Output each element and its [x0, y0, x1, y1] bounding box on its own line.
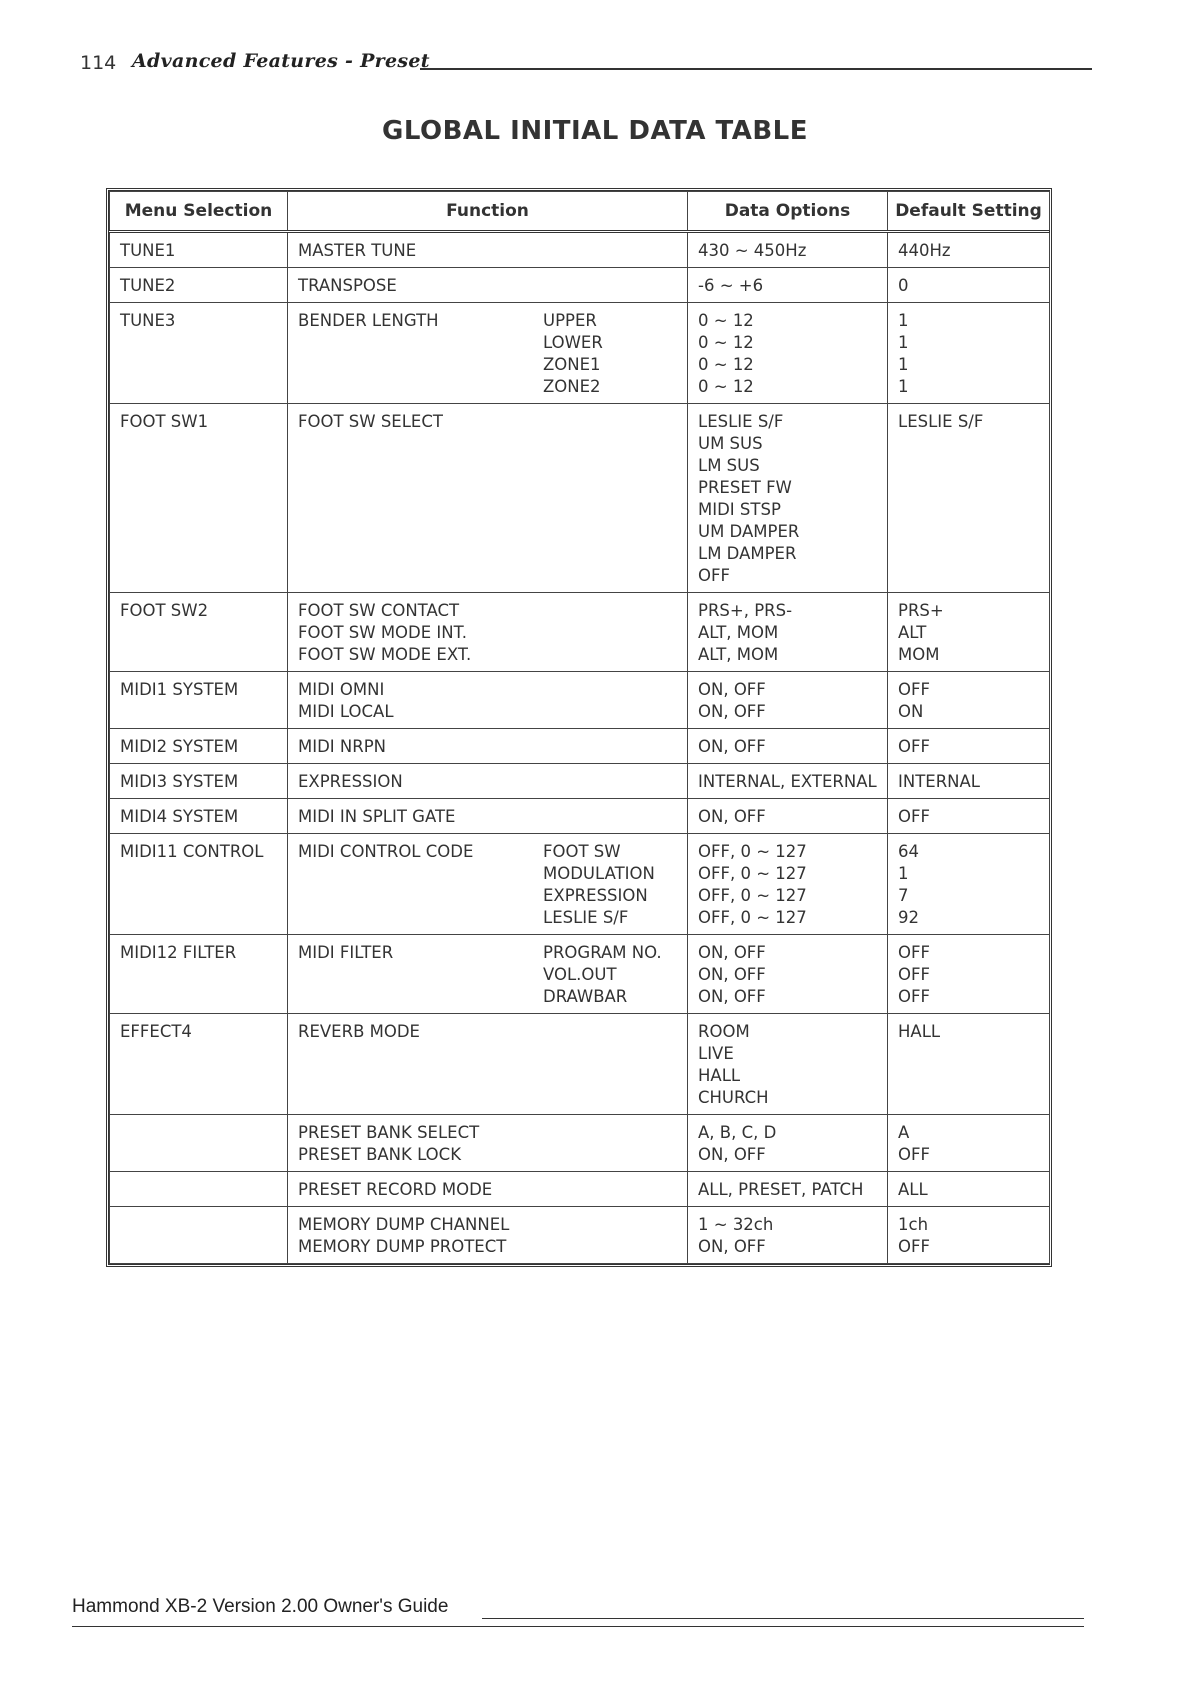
table-row [110, 1172, 1050, 1207]
function-cell [288, 593, 688, 672]
function-sub-text: DRAWBAR [543, 987, 628, 1006]
function-text: MIDI LOCAL [298, 702, 394, 721]
function-cell [288, 834, 688, 935]
function-text: FOOT SW MODE INT. [298, 623, 467, 642]
menu-selection-cell [110, 593, 288, 672]
menu-selection-cell [110, 232, 288, 268]
data-options-cell [688, 232, 888, 268]
menu-selection-text: MIDI2 SYSTEM [120, 737, 239, 756]
menu-selection-cell [110, 404, 288, 593]
table-header-row [110, 192, 1050, 232]
data-table [109, 191, 1050, 1264]
data-options-cell [688, 1207, 888, 1264]
function-text: MIDI IN SPLIT GATE [298, 807, 456, 826]
default-setting-cell [888, 1172, 1050, 1207]
function-cell [288, 1115, 688, 1172]
data-options-cell [688, 764, 888, 799]
default-setting-cell [888, 268, 1050, 303]
data-option-text: LM SUS [698, 456, 760, 475]
function-cell [288, 404, 688, 593]
data-option-text: OFF [698, 566, 730, 585]
footer-rule-bottom [72, 1626, 1084, 1627]
function-cell [288, 799, 688, 834]
table-row [110, 672, 1050, 729]
function-text: MIDI OMNI [298, 680, 385, 699]
default-setting-cell [888, 303, 1050, 404]
data-option-text: ON, OFF [698, 702, 766, 721]
default-setting-text: PRS+ [898, 601, 944, 620]
default-setting-cell [888, 404, 1050, 593]
column-header-data-options: Data Options [688, 192, 888, 232]
function-sub-text: LOWER [543, 333, 603, 352]
menu-selection-cell [110, 729, 288, 764]
menu-selection-text: FOOT SW2 [120, 601, 209, 620]
data-options-cell [688, 303, 888, 404]
default-setting-cell [888, 935, 1050, 1014]
data-option-text: HALL [698, 1066, 741, 1085]
table-row [110, 935, 1050, 1014]
function-sub-text: FOOT SW [543, 842, 621, 861]
data-option-text: PRS+, PRS- [698, 601, 793, 620]
default-setting-text: 440Hz [898, 241, 951, 260]
table-row [110, 404, 1050, 593]
data-option-text: 0 ~ 12 [698, 333, 754, 352]
function-sub-text: PROGRAM NO. [543, 943, 662, 962]
data-option-text: LESLIE S/F [698, 412, 784, 431]
data-options-cell [688, 1115, 888, 1172]
global-initial-data-table [106, 188, 1052, 1267]
default-setting-cell [888, 1014, 1050, 1115]
function-text: MIDI CONTROL CODE [298, 842, 474, 861]
function-cell [288, 1207, 688, 1264]
data-option-text: LM DAMPER [698, 544, 797, 563]
data-option-text: UM DAMPER [698, 522, 800, 541]
data-option-text: INTERNAL, EXTERNAL [698, 772, 877, 791]
menu-selection-text: MIDI11 CONTROL [120, 842, 264, 861]
menu-selection-cell [110, 834, 288, 935]
function-text: MASTER TUNE [298, 241, 417, 260]
table-row [110, 268, 1050, 303]
table-row [110, 1014, 1050, 1115]
page-header [80, 50, 1090, 76]
function-text: FOOT SW SELECT [298, 412, 443, 431]
data-option-text: 0 ~ 12 [698, 355, 754, 374]
default-setting-text: ALL [898, 1180, 928, 1199]
function-cell [288, 1014, 688, 1115]
data-option-text: A, B, C, D [698, 1123, 777, 1142]
function-text: FOOT SW CONTACT [298, 601, 460, 620]
data-option-text: ON, OFF [698, 1145, 766, 1164]
data-options-cell [688, 1172, 888, 1207]
document-title: GLOBAL INITIAL DATA TABLE [382, 116, 808, 146]
menu-selection-cell [110, 764, 288, 799]
data-option-text: ROOM [698, 1022, 750, 1041]
menu-selection-text: FOOT SW1 [120, 412, 209, 431]
data-option-text: CHURCH [698, 1088, 769, 1107]
function-text: PRESET BANK SELECT [298, 1123, 480, 1142]
function-text: TRANSPOSE [298, 276, 397, 295]
data-option-text: 0 ~ 12 [698, 311, 754, 330]
table-row [110, 1207, 1050, 1264]
default-setting-cell [888, 672, 1050, 729]
default-setting-text: 64 [898, 842, 919, 861]
data-option-text: LIVE [698, 1044, 734, 1063]
default-setting-text: ALT [898, 623, 927, 642]
data-option-text: MIDI STSP [698, 500, 781, 519]
menu-selection-cell [110, 1115, 288, 1172]
function-cell [288, 303, 688, 404]
menu-selection-cell [110, 268, 288, 303]
function-cell [288, 232, 688, 268]
function-sub-text: LESLIE S/F [543, 908, 629, 927]
menu-selection-cell [110, 1207, 288, 1264]
menu-selection-text: MIDI4 SYSTEM [120, 807, 239, 826]
menu-selection-cell [110, 672, 288, 729]
default-setting-text: 1 [898, 333, 909, 352]
table-row [110, 232, 1050, 268]
data-option-text: PRESET FW [698, 478, 792, 497]
data-options-cell [688, 799, 888, 834]
menu-selection-cell [110, 799, 288, 834]
default-setting-text: OFF [898, 737, 930, 756]
table-row [110, 764, 1050, 799]
default-setting-text: 1 [898, 864, 909, 883]
function-text: MIDI NRPN [298, 737, 387, 756]
menu-selection-text: TUNE1 [120, 241, 176, 260]
column-header-function: Function [288, 192, 688, 232]
default-setting-text: 0 [898, 276, 909, 295]
data-option-text: ON, OFF [698, 987, 766, 1006]
function-text: PRESET RECORD MODE [298, 1180, 493, 1199]
data-option-text: UM SUS [698, 434, 763, 453]
function-sub-text: VOL.OUT [543, 965, 617, 984]
default-setting-text: HALL [898, 1022, 941, 1041]
function-sub-text: ZONE1 [543, 355, 601, 374]
default-setting-text: LESLIE S/F [898, 412, 984, 431]
default-setting-cell [888, 834, 1050, 935]
function-cell [288, 729, 688, 764]
data-option-text: ON, OFF [698, 943, 766, 962]
default-setting-text: OFF [898, 965, 930, 984]
default-setting-text: OFF [898, 680, 930, 699]
default-setting-text: 1 [898, 377, 909, 396]
default-setting-cell [888, 593, 1050, 672]
data-option-text: ON, OFF [698, 680, 766, 699]
menu-selection-text: MIDI1 SYSTEM [120, 680, 239, 699]
default-setting-text: 1 [898, 355, 909, 374]
data-options-cell [688, 593, 888, 672]
data-options-cell [688, 729, 888, 764]
function-sub-text: MODULATION [543, 864, 655, 883]
default-setting-cell [888, 764, 1050, 799]
data-options-cell [688, 935, 888, 1014]
footer-rule [482, 1618, 1084, 1619]
default-setting-cell [888, 232, 1050, 268]
function-cell [288, 268, 688, 303]
data-option-text: ALT, MOM [698, 623, 779, 642]
data-option-text: -6 ~ +6 [698, 276, 764, 295]
data-option-text: ON, OFF [698, 807, 766, 826]
default-setting-text: INTERNAL [898, 772, 981, 791]
menu-selection-cell [110, 1014, 288, 1115]
function-text: REVERB MODE [298, 1022, 420, 1041]
data-option-text: ON, OFF [698, 1237, 766, 1256]
menu-selection-text: EFFECT4 [120, 1022, 192, 1041]
default-setting-text: 92 [898, 908, 919, 927]
default-setting-cell [888, 799, 1050, 834]
data-options-cell [688, 404, 888, 593]
table-row [110, 593, 1050, 672]
data-options-cell [688, 1014, 888, 1115]
function-text: BENDER LENGTH [298, 311, 439, 330]
function-sub-text: EXPRESSION [543, 886, 648, 905]
data-option-text: ON, OFF [698, 737, 766, 756]
data-option-text: OFF, 0 ~ 127 [698, 842, 807, 861]
table-row [110, 303, 1050, 404]
default-setting-text: OFF [898, 1237, 930, 1256]
page-number: 114 [80, 52, 117, 74]
page-footer [72, 1596, 1082, 1626]
default-setting-text: OFF [898, 1145, 930, 1164]
data-option-text: OFF, 0 ~ 127 [698, 864, 807, 883]
default-setting-text: A [898, 1123, 910, 1142]
default-setting-text: MOM [898, 645, 940, 664]
table-row [110, 834, 1050, 935]
function-cell [288, 672, 688, 729]
data-option-text: 1 ~ 32ch [698, 1215, 774, 1234]
default-setting-cell [888, 1115, 1050, 1172]
function-text: MIDI FILTER [298, 943, 394, 962]
section-title: Advanced Features - Preset [132, 50, 430, 72]
menu-selection-text: MIDI3 SYSTEM [120, 772, 239, 791]
data-option-text: OFF, 0 ~ 127 [698, 908, 807, 927]
function-text: PRESET BANK LOCK [298, 1145, 462, 1164]
table-row [110, 729, 1050, 764]
default-setting-text: OFF [898, 987, 930, 1006]
column-header-menu-selection: Menu Selection [110, 192, 288, 232]
menu-selection-cell [110, 1172, 288, 1207]
function-cell [288, 1172, 688, 1207]
function-sub-text: ZONE2 [543, 377, 601, 396]
function-text: FOOT SW MODE EXT. [298, 645, 472, 664]
default-setting-text: OFF [898, 807, 930, 826]
function-text: MEMORY DUMP PROTECT [298, 1237, 507, 1256]
data-option-text: 430 ~ 450Hz [698, 241, 807, 260]
default-setting-text: ON [898, 702, 924, 721]
function-text: EXPRESSION [298, 772, 403, 791]
menu-selection-cell [110, 935, 288, 1014]
menu-selection-text: TUNE3 [120, 311, 176, 330]
column-header-default-setting: Default Setting [888, 192, 1050, 232]
menu-selection-text: TUNE2 [120, 276, 176, 295]
function-text: MEMORY DUMP CHANNEL [298, 1215, 510, 1234]
default-setting-text: 1 [898, 311, 909, 330]
data-options-cell [688, 672, 888, 729]
default-setting-text: OFF [898, 943, 930, 962]
footer-text: Hammond XB-2 Version 2.00 Owner's Guide [72, 1596, 449, 1617]
function-cell [288, 764, 688, 799]
header-rule [420, 68, 1092, 70]
function-cell [288, 935, 688, 1014]
default-setting-text: 7 [898, 886, 909, 905]
menu-selection-text: MIDI12 FILTER [120, 943, 237, 962]
data-option-text: ALT, MOM [698, 645, 779, 664]
default-setting-text: 1ch [898, 1215, 929, 1234]
default-setting-cell [888, 1207, 1050, 1264]
data-option-text: OFF, 0 ~ 127 [698, 886, 807, 905]
function-sub-text: UPPER [543, 311, 597, 330]
data-option-text: ON, OFF [698, 965, 766, 984]
data-option-text: ALL, PRESET, PATCH [698, 1180, 864, 1199]
data-options-cell [688, 834, 888, 935]
table-body [110, 232, 1050, 1264]
data-options-cell [688, 268, 888, 303]
table-row [110, 799, 1050, 834]
default-setting-cell [888, 729, 1050, 764]
table-row [110, 1115, 1050, 1172]
menu-selection-cell [110, 303, 288, 404]
data-option-text: 0 ~ 12 [698, 377, 754, 396]
